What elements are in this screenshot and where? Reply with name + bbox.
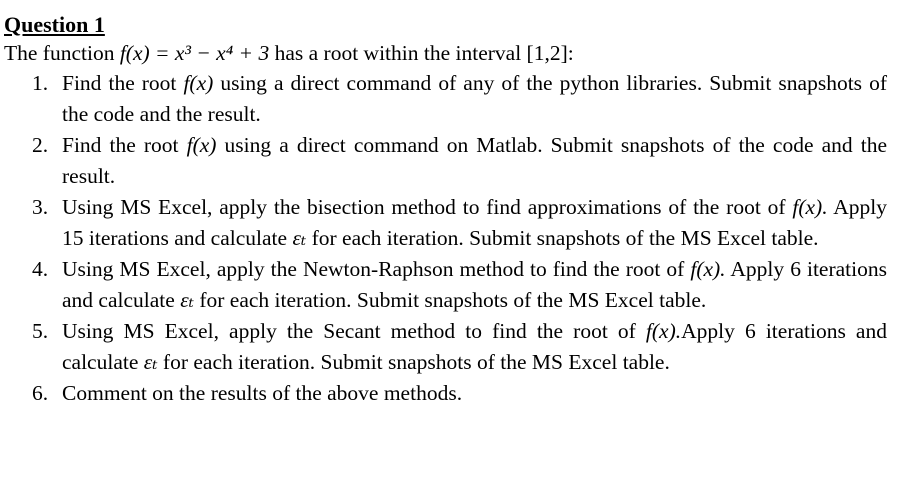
task-list (4, 68, 887, 409)
task-math: f(x) (183, 71, 214, 95)
task-number: 2. (32, 133, 49, 157)
task-text: Apply 6 iterations and calculate (62, 257, 887, 312)
task-text: for each iteration. Submit snapshots of the MS Excel table. (193, 288, 707, 312)
task-number: 3. (32, 195, 49, 219)
task-item-6 (4, 378, 887, 409)
task-text: Using MS Excel, apply the Secant method to find the root of (62, 319, 646, 343)
task-text: Apply 15 iterations and calculate (62, 195, 887, 250)
task-text: Using MS Excel, apply the Newton-Raphson method to find the root of (62, 257, 691, 281)
task-math: εₜ (180, 288, 194, 312)
task-text: Comment on the results of the above methods. (62, 381, 463, 405)
task-math: f(x). (792, 195, 828, 219)
task-math: εₜ (143, 350, 158, 374)
intro-prefix: The function (4, 41, 120, 65)
task-text: using a direct command of any of the python libraries. Submit snapshots of the code and the result. (62, 71, 887, 126)
task-text: for each iteration. Submit snapshots of the MS Excel table. (157, 350, 670, 374)
question-title: Question 1 (4, 12, 105, 37)
intro-function: f(x) = x³ − x⁴ + 3 (119, 41, 270, 65)
task-number: 4. (32, 257, 49, 281)
task-math: f(x). (690, 257, 726, 281)
task-number: 5. (32, 319, 49, 343)
task-math: εₜ (292, 226, 307, 250)
task-item-1 (4, 68, 887, 130)
task-number: 1. (32, 71, 49, 95)
task-number: 6. (32, 381, 49, 405)
question-intro (4, 38, 887, 68)
task-text: Apply 6 iterations and calculate (62, 319, 887, 374)
task-item-3 (4, 192, 887, 254)
task-text: Find the root (62, 71, 184, 95)
task-item-5 (4, 316, 887, 378)
task-item-4 (4, 254, 887, 316)
task-item-2 (4, 130, 887, 192)
task-text: for each iteration. Submit snapshots of the MS Excel table. (306, 226, 819, 250)
task-text: Using MS Excel, apply the bisection method to find approximations of the root of (62, 195, 793, 219)
intro-suffix: has a root within the interval [1,2]: (269, 41, 574, 65)
task-text: using a direct command on Matlab. Submit snapshots of the code and the result. (62, 133, 887, 188)
task-math: f(x). (645, 319, 682, 343)
task-text: Find the root (62, 133, 187, 157)
task-math: f(x) (186, 133, 217, 157)
